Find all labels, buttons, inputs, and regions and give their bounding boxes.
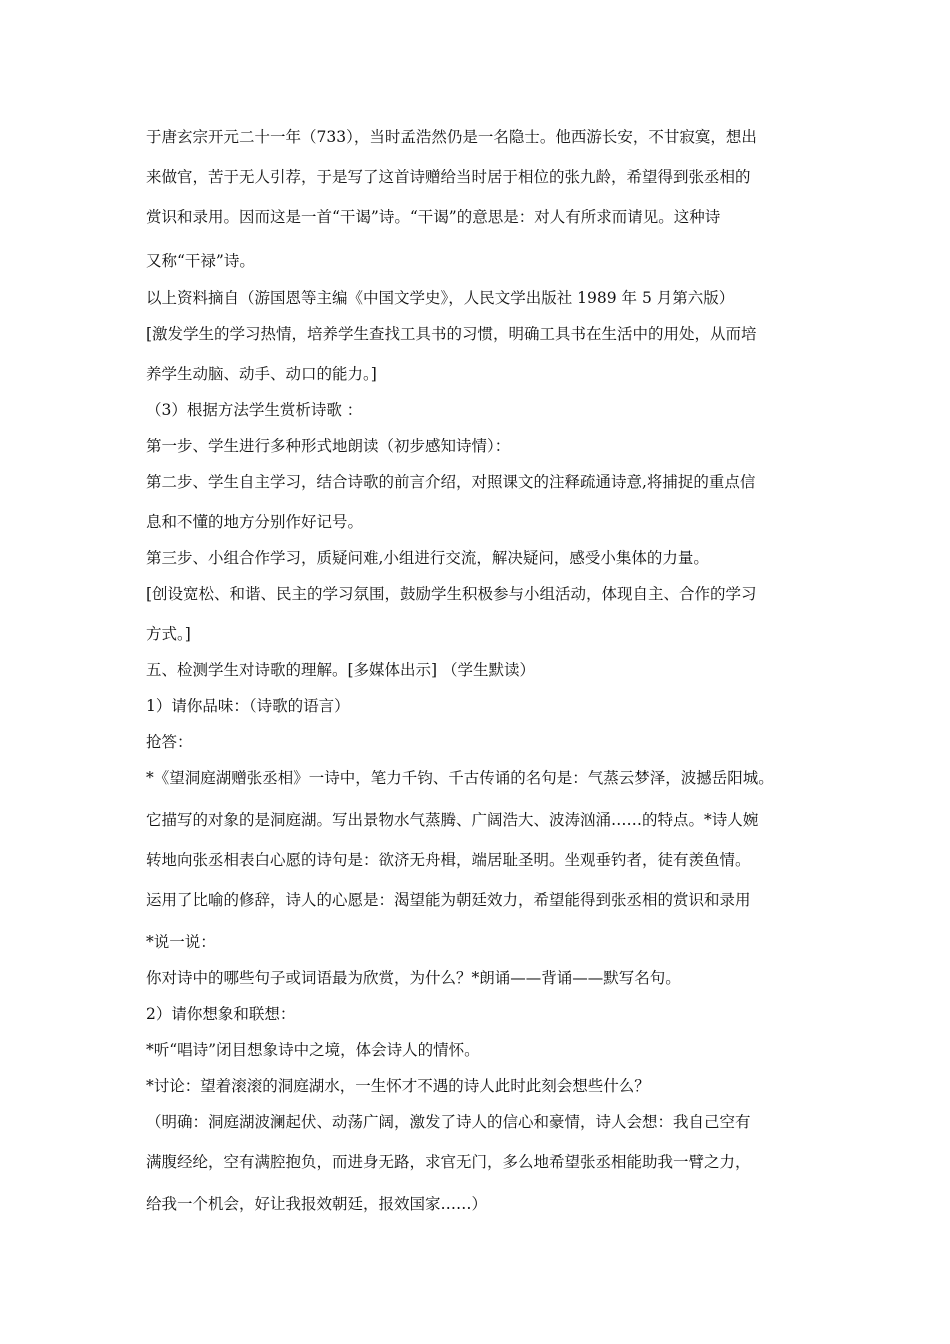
paragraph-line: *讨论：望着滚滚的洞庭湖水，一生怀才不遇的诗人此时此刻会想些什么？ [146, 1077, 650, 1095]
step-line: 息和不懂的地方分别作好记号。 [146, 513, 364, 531]
paragraph-line: 抢答： [146, 733, 193, 751]
paragraph-line: 转地向张丞相表白心愿的诗句是：欲济无舟楫，端居耻圣明。坐观垂钓者，徒有羡鱼情。 [146, 851, 751, 869]
paragraph-line: 它描写的对象的是洞庭湖。写出景物水气蒸腾、广阔浩大、波涛汹涌……的特点。*诗人婉 [146, 811, 759, 829]
section-heading: 五、检测学生对诗歌的理解。[多媒体出示] （学生默读） [146, 661, 536, 679]
source-citation: 以上资料摘自（游国恩等主编《中国文学史》，人民文学出版社 1989 年 5 月第六版） [146, 289, 735, 307]
paragraph-line: 赏识和录用。因而这是一首“干谒”诗。“干谒”的意思是：对人有所求而请见。这种诗 [146, 208, 721, 226]
paragraph-line: *《望洞庭湖赠张丞相》一诗中，笔力千钧、千古传诵的名句是：气蒸云梦泽，波撼岳阳城。 [146, 769, 774, 787]
step-line: 第三步、小组合作学习，质疑问难,小组进行交流，解决疑问，感受小集体的力量。 [146, 549, 709, 567]
paragraph-line: 又称“干禄”诗。 [146, 252, 255, 270]
paragraph-line: 你对诗中的哪些句子或词语最为欣赏，为什么？*朗诵——背诵——默写名句。 [146, 969, 681, 987]
subsection-heading: 1）请你品味：（诗歌的语言） [146, 697, 350, 715]
subsection-heading: 2）请你想象和联想： [146, 1005, 296, 1023]
teaching-note: [创设宽松、和谐、民主的学习氛围，鼓励学生积极参与小组活动，体现自主、合作的学习 [146, 585, 757, 603]
paragraph-line: （明确：洞庭湖波澜起伏、动荡广阔，激发了诗人的信心和豪情，诗人会想：我自己空有 [146, 1113, 751, 1131]
teaching-note: 养学生动脑、动手、动口的能力。] [146, 365, 377, 383]
teaching-note: [激发学生的学习热情，培养学生查找工具书的习惯，明确工具书在生活中的用处，从而培 [146, 325, 757, 343]
step-line: 第二步、学生自主学习，结合诗歌的前言介绍，对照课文的注释疏通诗意,将捕捉的重点信 [146, 473, 756, 491]
paragraph-line: *听“唱诗”闭目想象诗中之境，体会诗人的情怀。 [146, 1041, 480, 1059]
paragraph-line: 运用了比喻的修辞，诗人的心愿是：渴望能为朝廷效力，希望能得到张丞相的赏识和录用 [146, 891, 751, 909]
paragraph-line: 满腹经纶，空有满腔抱负，而进身无路，求官无门，多么地希望张丞相能助我一臂之力， [146, 1153, 751, 1171]
section-heading: （3）根据方法学生赏析诗歌 ： [146, 401, 363, 419]
paragraph-line: *说一说： [146, 933, 216, 951]
paragraph-line: 给我一个机会，好让我报效朝廷，报效国家……） [146, 1195, 488, 1213]
step-line: 第一步、学生进行多种形式地朗读（初步感知诗情）： [146, 437, 511, 455]
paragraph-line: 来做官，苦于无人引荐，于是写了这首诗赠给当时居于相位的张九龄，希望得到张丞相的 [146, 168, 751, 186]
teaching-note: 方式。] [146, 625, 191, 643]
paragraph-line: 于唐玄宗开元二十一年（733），当时孟浩然仍是一名隐士。他西游长安，不甘寂寞，想出 [146, 128, 757, 146]
